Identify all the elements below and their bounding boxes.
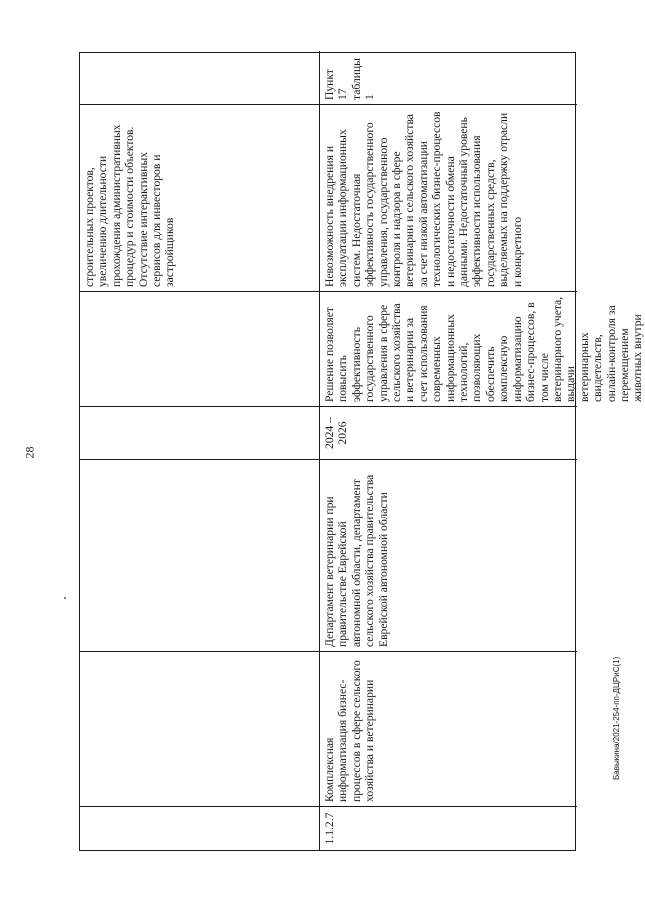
- item-period-cell: 2024 – 2026: [320, 406, 577, 459]
- page-number: 28: [22, 446, 37, 459]
- item-executor-cell: Департамент ветеринарии при правительстве Еврейской автономной области, департамент сельского хозяйства правительства Еврейской автономной области: [320, 459, 577, 651]
- item-result-cell: Решение позволяет повысить эффективность государственного управления в сфере сельского хозяйства и ветеринарии за счет использования современных информационных технологий, позволяющих обеспечить комплексную информатизацию бизнес-процессов, в том числе ветеринарного учета, выдачи ветеринарных свидетельств, онлайн-контроля за перемещением животных внутри: [320, 291, 577, 406]
- item-reference-cell: Пункт 17 таблицы 1: [323, 58, 377, 100]
- cont-problem-cell: строительных проектов, увеличению длительности прохождения административных процедур и стоимости объектов. Отсутствие интерактивных сервисов для инвесторов и застройщиков: [80, 104, 320, 291]
- cont-period-cell: [80, 406, 320, 459]
- scan-speck: [64, 597, 66, 599]
- cont-number-cell: [80, 806, 320, 850]
- item-problem-cell: Невозможность внедрения и эксплуатации информационных систем. Недостаточная эффективность государственного управления, государственного контроля и надзора в сфере ветеринарии и сельского хозяйства за счет низкой автоматизации технологических бизнес-процессов и недостаточности обмена данными. Недостаточный уровень эффективности использования государственных средств, выделяемых на поддержку отрасли и конкретного: [320, 104, 577, 291]
- cont-executor-cell: [80, 459, 320, 651]
- cont-result-cell: [80, 291, 320, 406]
- item-number-cell: 1.1.2.7: [320, 806, 577, 850]
- cont-name-cell: [80, 651, 320, 806]
- cont-reference-cell: [80, 51, 320, 104]
- item-name-cell: Комплексная информатизация бизнес-процессов в сфере сельского хозяйства и ветеринарии: [320, 651, 577, 806]
- document-id: Бавыкина/2021-254-пп-ДЦРиС(1): [612, 656, 621, 780]
